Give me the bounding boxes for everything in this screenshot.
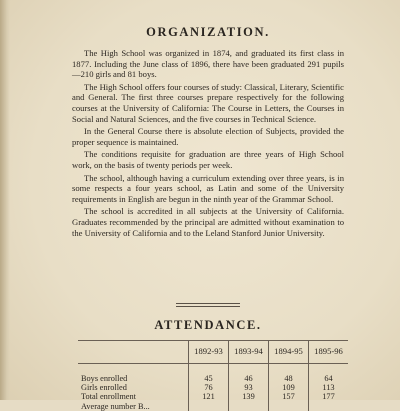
attendance-table [78,340,348,411]
section-divider [176,303,240,304]
paragraph-graduation: The conditions requisite for graduation are three years of High School work, on the basis of twenty periods per week. [72,149,344,170]
table-cell: 157 [269,392,309,401]
table-cell [229,402,269,411]
table-cell: 109 [269,383,309,392]
organization-body [72,48,344,240]
table-cell: 121 [189,392,229,401]
table-cell: 46 [229,374,269,383]
attendance-heading: ATTENDANCE. [154,318,262,332]
page-binding-shadow [0,0,10,400]
table-cell: 48 [269,374,309,383]
attendance-header-row [78,341,348,364]
table-cell [309,402,349,411]
table-cell [189,402,229,411]
table-cell: 93 [229,383,269,392]
table-row [78,383,348,392]
organization-heading: ORGANIZATION. [146,25,270,39]
attendance-year-header: 1894-95 [269,341,309,364]
row-label: Boys enrolled [81,374,128,383]
table-cell: 76 [189,383,229,392]
attendance-year-header: 1893-94 [229,341,269,364]
row-label: Average number B... [81,401,150,411]
table-cell: 177 [309,392,349,401]
table-row [78,374,348,383]
table-row [78,402,348,411]
attendance-year-header: 1895-96 [309,341,349,364]
table-cell: 45 [189,374,229,383]
paragraph-curriculum: The school, although having a curriculum extending over three years, is in some respects a four years school, as Latin and some of the University requirements in English are begun in the ninth year of the Grammar School. [72,172,344,204]
table-row [78,392,348,401]
row-label: Girls enrolled [81,383,127,393]
row-label: Total enrollment [81,392,136,402]
attendance-label-header [78,341,189,364]
paragraph-general-course: In the General Course there is absolute election of Subjects, provided the proper sequence is maintained. [72,126,344,147]
table-cell: 113 [309,383,349,392]
paragraph-history: The High School was organized in 1874, and graduated its first class in 1877. Including the June class of 1896, there have been graduated 291 pupils—210 girls and 81 boys. [72,48,344,80]
table-cell: 64 [309,374,349,383]
paragraph-accreditation: The school is accredited in all subjects at the University of California. Graduates recommended by the principal are admitted without examination to the University of California and to the Leland Stanford Junior University. [72,206,344,238]
paragraph-courses: The High School offers four courses of study: Classical, Literary, Scientific and General. The first three courses prepare respectively for the following courses at the University of California: The Course in Letters, the Courses in Social and Natural Sciences, and the five courses in Technical Science. [72,81,344,124]
attendance-year-header: 1892-93 [189,341,229,364]
table-cell: 139 [229,392,269,401]
table-cell [269,402,309,411]
